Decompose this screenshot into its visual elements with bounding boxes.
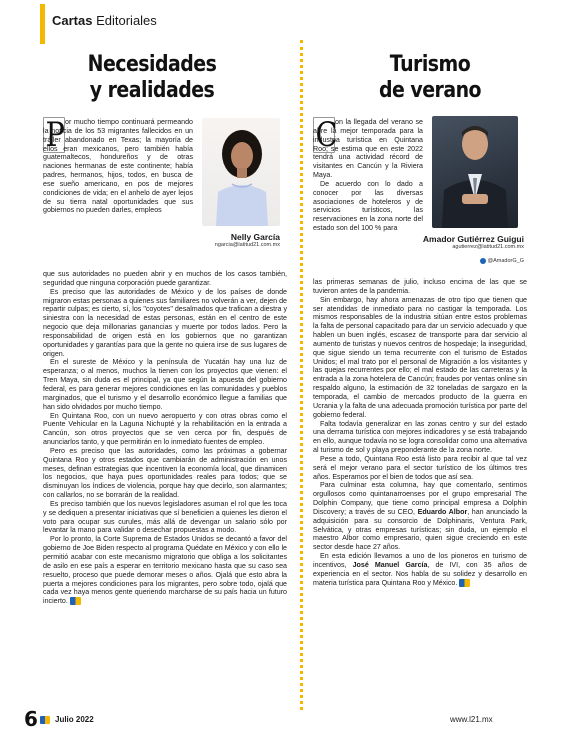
right-author-email[interactable]: agutierrez@latitud21.com.mx <box>452 244 524 250</box>
right-dropcap-letter: C <box>315 115 338 155</box>
end-of-article-logo <box>459 579 470 587</box>
column-divider <box>300 40 303 710</box>
left-title-line-2: y realidades <box>89 78 215 103</box>
right-body-text <box>313 278 527 708</box>
left-dropcap-letter: P <box>45 115 65 155</box>
left-author-email[interactable]: ngarcia@latitud21.com.mx <box>214 242 280 248</box>
author-photo-amador <box>432 116 518 228</box>
magazine-logo-icon <box>40 716 50 724</box>
section-accent-bar <box>40 4 45 44</box>
social-icon <box>480 258 486 264</box>
right-title-line-2: de verano <box>378 78 482 103</box>
issue-date: Julio 2022 <box>55 715 94 724</box>
right-intro-paragraph: on la llegada del verano se abre la mejor temporada para la industria turística en Quintana Roo; se estima que en este 2022 tendrá una actividad récord de visitantes en Cancún y la Riviera Maya. <box>313 118 423 180</box>
portrait-nelly-illustration <box>202 118 280 226</box>
left-paragraph: que sus autoridades no pueden abrir y en muchos de los casos también, seguridad que ninguna corporación puede garantizar. <box>43 270 287 287</box>
portrait-amador-illustration <box>432 116 518 228</box>
left-paragraph: En Quintana Roo, con un nuevo aeropuerto y con otras obras como el Puente Vehicular en la Laguna Nichupté y la rehabilitación en la entrada a Cancún, son otros proyectos que se ven cerca por fin, después de anunciarlos tanto, y que permitirán en lo inmediato fuentes de empleo. <box>43 411 287 447</box>
left-paragraph: Por lo pronto, la Corte Suprema de Estados Unidos se decantó a favor del gobierno de Joe Biden respecto al programa Quédate en México y con ello le permitió acabar con este mecanismo migratorio que obliga a los solicitantes de asilo en ese país a esperar en territorio mexicano hasta que su caso sea resuelto, proceso que puede demorar meses o años. Ojalá que esto abra la puerta a mejores condiciones para los migrantes, pero sobre todo, ojalá que cada vez haya menos gente queriendo marcharse de su país hacia un futuro incierto. <box>43 535 287 606</box>
section-label <box>52 13 157 28</box>
left-article-title <box>66 52 238 104</box>
right-intro-paragraph-2: De acuerdo con lo dado a conocer por las diversas asociaciones de hoteleros y de servicios turísticos, las reservaciones en la zona norte del estado son del 100 % para <box>313 179 423 233</box>
right-author-name: Amador Gutiérrez Guigui <box>422 234 524 244</box>
right-paragraph-cont: , de IVI, con 35 años de experiencia en el sector. Nos habla de su solidez y desarrollo en materia turística para Quintana Roo y México. <box>313 561 527 587</box>
right-title-line-1: Turismo <box>389 52 471 77</box>
left-paragraph: Pero es preciso que las autoridades, como las próximas a gobernar Quintana Roo y otros estados que cambiarán de administración en unos meses, definan estrategias que incentiven la economía local, que dinamicen los negocios, que haya pues oportunidades reales para todos; que se disminuyan los índices de violencia, porque hay que decirlo, son alarmantes; con callarlos, no se borrarán de la realidad. <box>43 446 287 500</box>
right-bold-name-garcia: José Manuel García <box>352 561 428 569</box>
right-bold-name-albor: Eduardo Albor <box>417 507 468 516</box>
right-paragraph: Pese a todo, Quintana Roo está listo para recibir al que tal vez será el mejor verano para el sector turístico de los últimos tres años. Esperamos por el bien de todos que así sea. <box>313 454 527 481</box>
left-paragraph: Es preciso también que los nuevos legisladores asuman el rol que les toca y se dediquen a presentar iniciativas que sí beneficien a quienes les dieron el voto para ocupar sus curules, más allá de devengar un salario sólo por levantar la mano para validar o desechar propuestas a modo. <box>43 499 287 535</box>
section-label-bold: Cartas <box>52 13 93 28</box>
left-author-name: Nelly García <box>230 232 280 242</box>
right-article-title <box>344 52 516 104</box>
right-paragraph: Sin embargo, hay ahora amenazas de otro tipo que tienen que ser atendidas de inmediato para no castigar la temporada. Los mismos responsables de la industria sitúan entre estos problemas la falta de personal capacitado para dar un servicio adecuado y que hablen un buen inglés, escasez de transporte para dar servicio al aumento de turistas y nuevos centros de hospedaje; la inseguridad, que sigue siendo un tema recurrente con el turismo de Estados Unidos; el mal trato por el personal de Migración a los visitantes y las quejas recurrentes por ello; el mal estado de las carreteras y la entrada a la zona hotelera de Cancún; fraudes por ventas online sin respaldo alguno, la estimación de 32 toneladas de sargazo en la temporada, el cambio de mercados producto de la guerra en Ucrania y la falta de una adecuada promoción turística por parte del gobierno federal. <box>313 295 527 419</box>
left-paragraph: Es preciso que las autoridades de México y de los países de donde migraron estas personas a quienes sus familiares no volverán a ver, dejen de repartir culpas; es cierto, sí, los "coyotes" desalmados que trafican a diestra y siniestra con la necesidad de estas personas, están en el centro de este negocio que deja millonarias ganancias y muerte por todos lados. Pero la responsabilidad de origen está en los gobiernos que no garantizan oportunidades y garantías para que la gente no quiera irse de sus lugares de origen. <box>43 287 287 358</box>
right-paragraph: Para culminar esta columna, hay que comentarlo, sentirnos orgullosos como quintanarroenses por el grupo empresarial The Dolphin Company, que tiene como principal empresa a Dolphin Discovery; a través de su CEO, <box>313 481 527 516</box>
right-author-social[interactable] <box>480 258 524 265</box>
end-of-article-logo <box>70 597 81 605</box>
footer-url-link[interactable]: www.l21.mx <box>450 715 493 724</box>
page-number: 6 <box>24 707 38 731</box>
right-intro-text <box>313 115 423 278</box>
left-body-text <box>43 270 287 706</box>
right-paragraph: las primeras semanas de julio, incluso encima de las que se tuvieron antes de la pandemia. <box>313 278 527 295</box>
right-paragraph: Falta todavía generalizar en las zonas centro y sur del estado una derrama turística con mejores indicadores y se está trabajando en ello, aunque todavía no se logra consolidar como una alternativa al turismo de sol y playa preponderante de la zona norte. <box>313 419 527 455</box>
left-intro-paragraph: or mucho tiempo continuará permeando la noticia de los 53 migrantes fallecidos en un tráiler abandonado en Texas; la mayoría de ellos eran mexicanos, pero también había guatemaltecos, hondureños y de otras naciones hermanas de este continente; había padres, hermanos, hijos, todos, en busca de ese sueño americano, en pos de mejores condiciones de vida; en el anhelo de ayer lejos de su tierra natal oportunidades que sus gobiernos no pueden darles, empleos <box>43 118 193 215</box>
author-photo-nelly <box>202 118 280 226</box>
section-label-rest: Editoriales <box>96 13 157 28</box>
right-author-handle: @AmadorG_G <box>487 257 524 264</box>
right-paragraph-cont: , han anunciado la adquisición para su consorcio de Dolphinaris, Ventura Park, Selvática, y otras empresas turísticas; sin duda, un ejemplo el maestro Albor como empresario, quien sigue creciendo en este sector desde hace 27 años. <box>313 507 527 552</box>
left-intro-text <box>43 115 193 270</box>
right-paragraph: En esta edición llevamos a uno de los pioneros en turismo de incentivos, <box>313 552 527 569</box>
right-author-byline <box>414 234 524 269</box>
left-title-line-1: Necesidades <box>87 52 217 77</box>
left-paragraph: En el sureste de México y la península de Yucatán hay una luz de esperanza; o al menos, muchos la tienen con los proyectos que vienen: el Tren Maya, sin duda es el principal, ya que según la apuesta del gobierno federal, es para generar mejores condiciones en las comunidades y pueblos marginados, que el turismo y el desarrollo económico llegue a familias que han sido olvidados por mucho tiempo. <box>43 358 287 411</box>
